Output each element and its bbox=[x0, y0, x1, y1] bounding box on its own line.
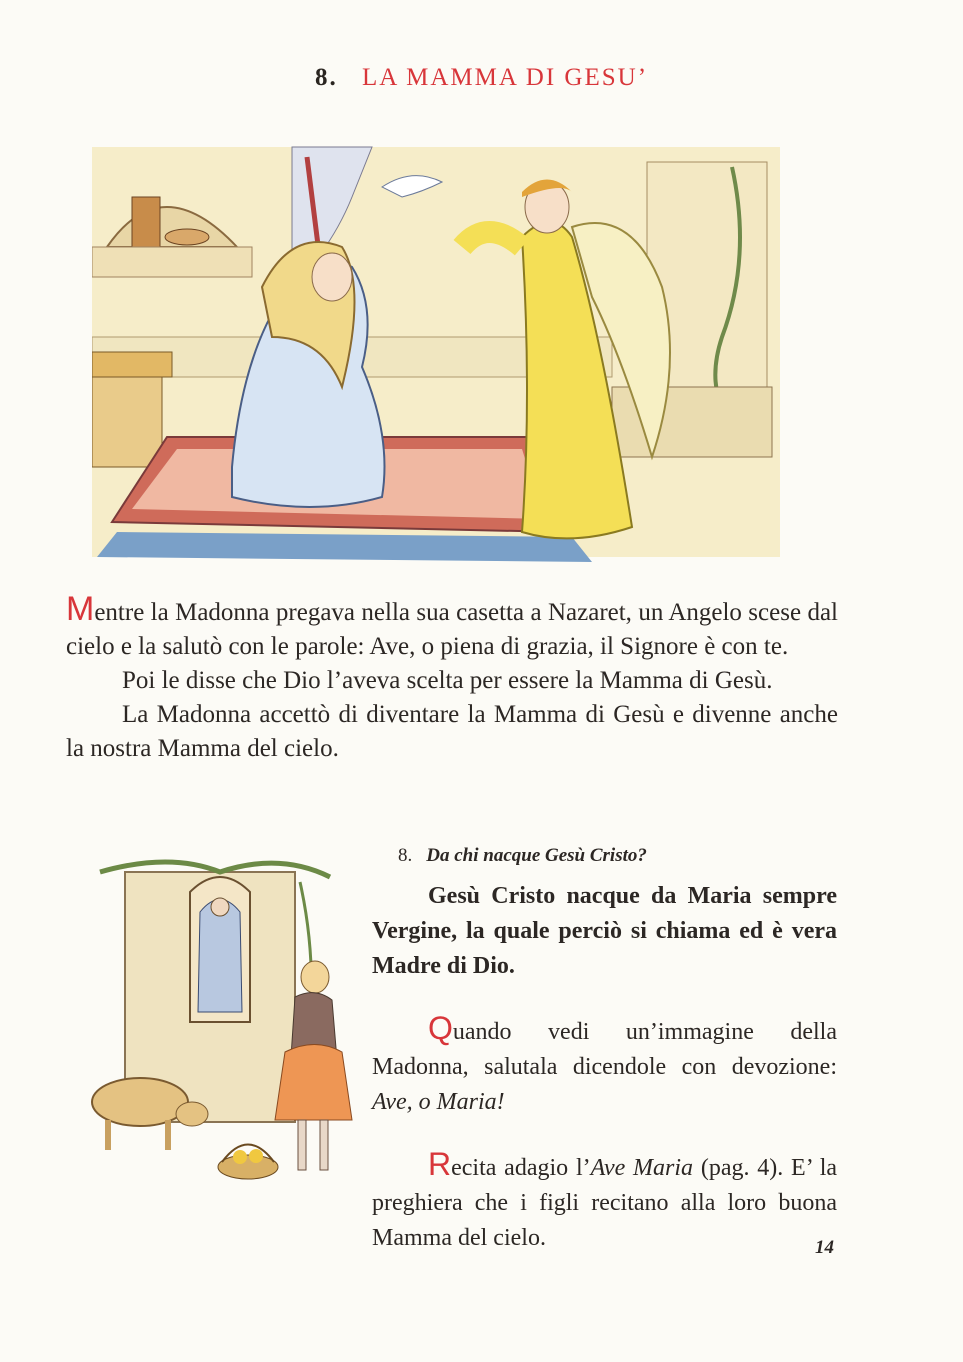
chapter-number: 8. bbox=[314, 64, 338, 91]
drop-cap-q: Q bbox=[428, 1010, 453, 1046]
exhortation-paragraph bbox=[372, 1012, 837, 1120]
question-text: Da chi nacque Gesù Cristo? bbox=[426, 845, 647, 866]
question-number: 8. bbox=[398, 845, 413, 866]
catechism-column bbox=[372, 845, 837, 1284]
prayer-text-1: ecita adagio l’ bbox=[451, 1155, 591, 1181]
drop-cap-r: R bbox=[428, 1146, 452, 1182]
story-text bbox=[66, 592, 838, 766]
chapter-title: LA MAMMA DI GESU’ bbox=[361, 64, 649, 91]
story-paragraph-3: La Madonna accettò di diventare la Mamma di Gesù e divenne anche la nostra Mamma del cielo. bbox=[66, 701, 838, 762]
catechism-answer: Gesù Cristo nacque da Maria sempre Vergine, la quale perciò si chiama ed è vera Madre di Dio. bbox=[372, 883, 837, 979]
catechism-question bbox=[398, 845, 837, 867]
drop-cap-m: M bbox=[66, 590, 95, 628]
child-at-shrine-illustration bbox=[70, 852, 360, 1192]
story-paragraph-2: Poi le disse che Dio l’aveva scelta per essere la Mamma di Gesù. bbox=[122, 667, 773, 694]
exhortation-text: uando vedi un’immagine della Madonna, salutala dicendole con devozione: bbox=[372, 1019, 837, 1080]
chapter-heading bbox=[0, 64, 963, 92]
page-number: 14 bbox=[815, 1237, 834, 1258]
exhortation-italic: Ave, o Maria! bbox=[372, 1089, 505, 1115]
prayer-text-2: (pag. 4). E’ la preghiera che i figli recitano alla loro buona Mamma del cielo. bbox=[372, 1155, 838, 1251]
story-paragraph-1 bbox=[66, 592, 838, 664]
story-paragraph-1-text: entre la Madonna pregava nella sua casetta a Nazaret, un Angelo scese dal cielo e la salutò con le parole: Ave, o piena di grazia, il Signore è con te. bbox=[66, 599, 838, 660]
annunciation-illustration bbox=[92, 137, 780, 569]
prayer-italic: Ave Maria bbox=[590, 1155, 694, 1181]
prayer-paragraph bbox=[372, 1148, 837, 1256]
